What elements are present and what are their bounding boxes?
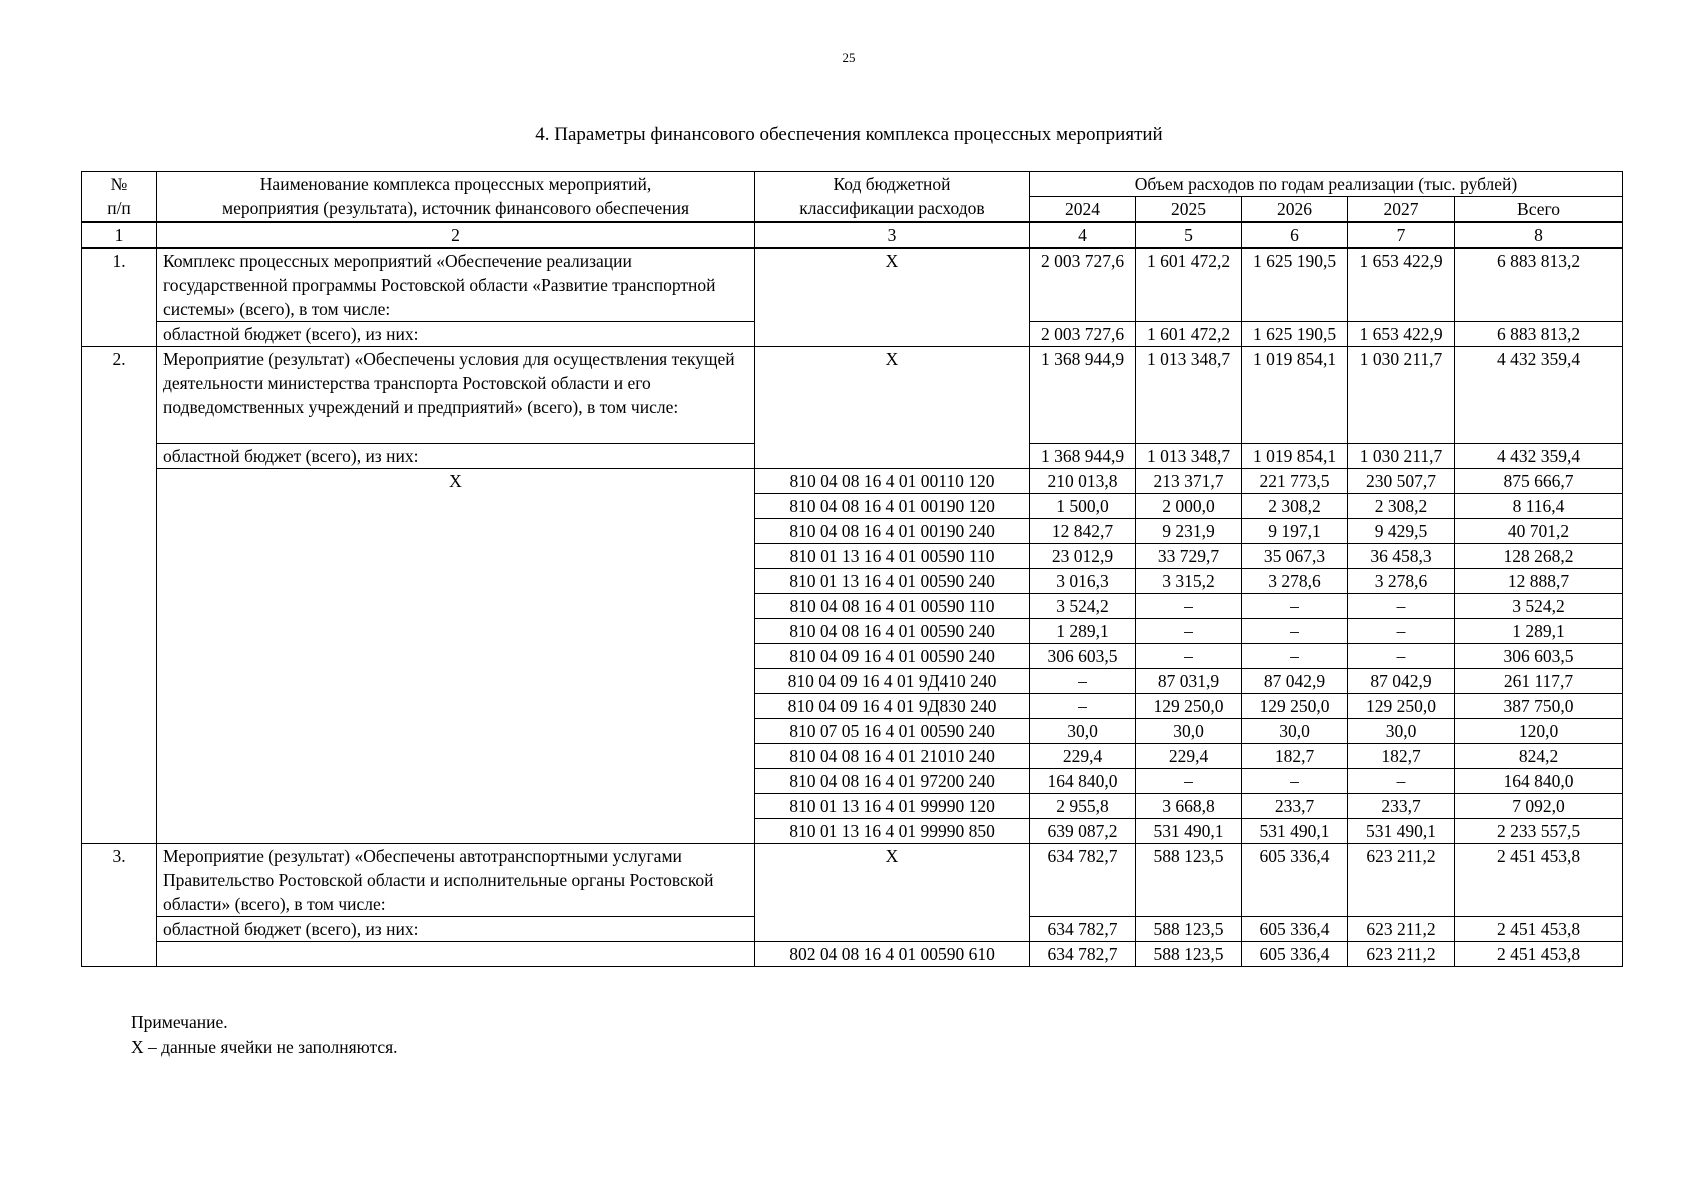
value-cell: 639 087,2 bbox=[1030, 819, 1136, 844]
value-cell: 2 955,8 bbox=[1030, 794, 1136, 819]
column-number: 1 bbox=[82, 222, 157, 248]
value-cell: – bbox=[1030, 694, 1136, 719]
notes-heading: Примечание. bbox=[131, 1012, 228, 1032]
value-cell: 1 368 944,9 bbox=[1030, 444, 1136, 469]
value-cell: 3 315,2 bbox=[1136, 569, 1242, 594]
value-cell: 1 368 944,9 bbox=[1030, 347, 1136, 444]
value-cell: – bbox=[1242, 594, 1348, 619]
total-cell: 306 603,5 bbox=[1455, 644, 1623, 669]
budget-code: 810 01 13 16 4 01 99990 850 bbox=[755, 819, 1030, 844]
value-cell: 129 250,0 bbox=[1242, 694, 1348, 719]
value-cell: 3 278,6 bbox=[1242, 569, 1348, 594]
value-cell: 2 308,2 bbox=[1242, 494, 1348, 519]
value-cell: 1 019 854,1 bbox=[1242, 444, 1348, 469]
section3-detail-name bbox=[157, 942, 755, 967]
value-cell: 33 729,7 bbox=[1136, 544, 1242, 569]
section1-no: 1. bbox=[82, 248, 157, 347]
value-cell: – bbox=[1136, 769, 1242, 794]
total-cell: 164 840,0 bbox=[1455, 769, 1623, 794]
section2-detail-name: Х bbox=[157, 469, 755, 844]
total-cell: 824,2 bbox=[1455, 744, 1623, 769]
total-cell: 1 289,1 bbox=[1455, 619, 1623, 644]
column-number: 8 bbox=[1455, 222, 1623, 248]
value-cell: 1 289,1 bbox=[1030, 619, 1136, 644]
value-cell: 1 030 211,7 bbox=[1348, 347, 1455, 444]
value-cell: 588 123,5 bbox=[1136, 844, 1242, 917]
budget-code: 810 04 08 16 4 01 00110 120 bbox=[755, 469, 1030, 494]
value-cell: 229,4 bbox=[1030, 744, 1136, 769]
value-cell: 1 653 422,9 bbox=[1348, 248, 1455, 322]
total-cell: 2 451 453,8 bbox=[1455, 917, 1623, 942]
value-cell: 1 500,0 bbox=[1030, 494, 1136, 519]
value-cell: 1 030 211,7 bbox=[1348, 444, 1455, 469]
value-cell: 12 842,7 bbox=[1030, 519, 1136, 544]
section3-name: Мероприятие (результат) «Обеспечены автотранспортными услугами Правительство Ростовской области и исполнительные органы Ростовской области» (всего), в том числе: bbox=[157, 844, 755, 917]
value-cell: 36 458,3 bbox=[1348, 544, 1455, 569]
total-cell: 40 701,2 bbox=[1455, 519, 1623, 544]
value-cell: 634 782,7 bbox=[1030, 917, 1136, 942]
total-cell: 6 883 813,2 bbox=[1455, 248, 1623, 322]
value-cell: 233,7 bbox=[1348, 794, 1455, 819]
value-cell: 605 336,4 bbox=[1242, 844, 1348, 917]
value-cell: 87 031,9 bbox=[1136, 669, 1242, 694]
value-cell: 1 013 348,7 bbox=[1136, 444, 1242, 469]
column-number: 3 bbox=[755, 222, 1030, 248]
value-cell: 230 507,7 bbox=[1348, 469, 1455, 494]
page-number: 25 bbox=[842, 50, 856, 65]
section2-row bbox=[82, 347, 1623, 444]
total-cell: 12 888,7 bbox=[1455, 569, 1623, 594]
detail-row bbox=[82, 469, 1623, 494]
total-cell: 7 092,0 bbox=[1455, 794, 1623, 819]
header-total: Всего bbox=[1455, 197, 1623, 223]
document-title: 4. Параметры финансового обеспечения комплекса процессных мероприятий bbox=[535, 124, 1163, 145]
value-cell: 87 042,9 bbox=[1348, 669, 1455, 694]
value-cell: 23 012,9 bbox=[1030, 544, 1136, 569]
value-cell: 182,7 bbox=[1348, 744, 1455, 769]
value-cell: 30,0 bbox=[1030, 719, 1136, 744]
header-year-2027: 2027 bbox=[1348, 197, 1455, 223]
value-cell: 1 601 472,2 bbox=[1136, 248, 1242, 322]
total-cell: 8 116,4 bbox=[1455, 494, 1623, 519]
section2-code: Х bbox=[755, 347, 1030, 469]
section3-code: Х bbox=[755, 844, 1030, 942]
header-code-line1: Код бюджетной bbox=[833, 174, 951, 194]
value-cell: 30,0 bbox=[1348, 719, 1455, 744]
value-cell: 531 490,1 bbox=[1136, 819, 1242, 844]
header-year-2025: 2025 bbox=[1136, 197, 1242, 223]
value-cell: – bbox=[1242, 644, 1348, 669]
column-number: 4 bbox=[1030, 222, 1136, 248]
value-cell: 129 250,0 bbox=[1348, 694, 1455, 719]
value-cell: 1 653 422,9 bbox=[1348, 322, 1455, 347]
section3-no: 3. bbox=[82, 844, 157, 967]
value-cell: 2 308,2 bbox=[1348, 494, 1455, 519]
column-number: 7 bbox=[1348, 222, 1455, 248]
section1-row bbox=[82, 248, 1623, 322]
budget-code: 802 04 08 16 4 01 00590 610 bbox=[755, 942, 1030, 967]
value-cell: 1 019 854,1 bbox=[1242, 347, 1348, 444]
budget-code: 810 04 08 16 4 01 97200 240 bbox=[755, 769, 1030, 794]
budget-code: 810 04 08 16 4 01 21010 240 bbox=[755, 744, 1030, 769]
total-cell: 6 883 813,2 bbox=[1455, 322, 1623, 347]
value-cell: – bbox=[1030, 669, 1136, 694]
header-code-line2: классификации расходов bbox=[799, 198, 985, 218]
value-cell: 221 773,5 bbox=[1242, 469, 1348, 494]
value-cell: 210 013,8 bbox=[1030, 469, 1136, 494]
header-year-2024: 2024 bbox=[1030, 197, 1136, 223]
value-cell: 605 336,4 bbox=[1242, 942, 1348, 967]
value-cell: – bbox=[1348, 619, 1455, 644]
section3-budget-label: областной бюджет (всего), из них: bbox=[157, 917, 755, 942]
value-cell: 2 003 727,6 bbox=[1030, 322, 1136, 347]
header-no-line1: № bbox=[110, 174, 128, 194]
value-cell: 9 231,9 bbox=[1136, 519, 1242, 544]
value-cell: – bbox=[1136, 644, 1242, 669]
section1-code: Х bbox=[755, 248, 1030, 347]
value-cell: – bbox=[1242, 619, 1348, 644]
value-cell: 213 371,7 bbox=[1136, 469, 1242, 494]
value-cell: 634 782,7 bbox=[1030, 844, 1136, 917]
value-cell: – bbox=[1242, 769, 1348, 794]
value-cell: – bbox=[1348, 769, 1455, 794]
total-cell: 128 268,2 bbox=[1455, 544, 1623, 569]
budget-code: 810 04 08 16 4 01 00590 240 bbox=[755, 619, 1030, 644]
value-cell: 3 668,8 bbox=[1136, 794, 1242, 819]
value-cell: 1 013 348,7 bbox=[1136, 347, 1242, 444]
budget-code: 810 07 05 16 4 01 00590 240 bbox=[755, 719, 1030, 744]
total-cell: 875 666,7 bbox=[1455, 469, 1623, 494]
total-cell: 120,0 bbox=[1455, 719, 1623, 744]
value-cell: 9 197,1 bbox=[1242, 519, 1348, 544]
section2-name: Мероприятие (результат) «Обеспечены условия для осуществления текущей деятельности министерства транспорта Ростовской области и его подведомственных учреждений и предприятий» (всего), в том числе: bbox=[157, 347, 755, 444]
total-cell: 3 524,2 bbox=[1455, 594, 1623, 619]
header-name bbox=[157, 172, 755, 223]
notes-line: Х – данные ячейки не заполняются. bbox=[131, 1037, 398, 1057]
budget-code: 810 04 09 16 4 01 9Д830 240 bbox=[755, 694, 1030, 719]
section1-budget-label: областной бюджет (всего), из них: bbox=[157, 322, 755, 347]
budget-code: 810 04 08 16 4 01 00590 110 bbox=[755, 594, 1030, 619]
value-cell: 588 123,5 bbox=[1136, 942, 1242, 967]
header-name-line2: мероприятия (результата), источник финансового обеспечения bbox=[222, 198, 689, 218]
total-cell: 2 451 453,8 bbox=[1455, 942, 1623, 967]
header-no bbox=[82, 172, 157, 223]
column-number: 5 bbox=[1136, 222, 1242, 248]
value-cell: 531 490,1 bbox=[1348, 819, 1455, 844]
value-cell: 129 250,0 bbox=[1136, 694, 1242, 719]
budget-code: 810 04 09 16 4 01 9Д410 240 bbox=[755, 669, 1030, 694]
value-cell: 87 042,9 bbox=[1242, 669, 1348, 694]
value-cell: 3 016,3 bbox=[1030, 569, 1136, 594]
value-cell: 2 003 727,6 bbox=[1030, 248, 1136, 322]
value-cell: 229,4 bbox=[1136, 744, 1242, 769]
header-volume: Объем расходов по годам реализации (тыс. рублей) bbox=[1030, 172, 1623, 197]
value-cell: 1 601 472,2 bbox=[1136, 322, 1242, 347]
section2-budget-label: областной бюджет (всего), из них: bbox=[157, 444, 755, 469]
value-cell: 306 603,5 bbox=[1030, 644, 1136, 669]
total-cell: 2 451 453,8 bbox=[1455, 844, 1623, 917]
total-cell: 4 432 359,4 bbox=[1455, 347, 1623, 444]
header-name-line1: Наименование комплекса процессных мероприятий, bbox=[259, 174, 652, 194]
value-cell: – bbox=[1348, 594, 1455, 619]
value-cell: 3 278,6 bbox=[1348, 569, 1455, 594]
budget-code: 810 01 13 16 4 01 00590 240 bbox=[755, 569, 1030, 594]
column-number: 2 bbox=[157, 222, 755, 248]
value-cell: 30,0 bbox=[1242, 719, 1348, 744]
value-cell: 588 123,5 bbox=[1136, 917, 1242, 942]
value-cell: 1 625 190,5 bbox=[1242, 248, 1348, 322]
value-cell: – bbox=[1136, 594, 1242, 619]
budget-code: 810 04 08 16 4 01 00190 240 bbox=[755, 519, 1030, 544]
section2-no: 2. bbox=[82, 347, 157, 844]
value-cell: 1 625 190,5 bbox=[1242, 322, 1348, 347]
value-cell: 30,0 bbox=[1136, 719, 1242, 744]
value-cell: 531 490,1 bbox=[1242, 819, 1348, 844]
section1-name: Комплекс процессных мероприятий «Обеспечение реализации государственной программы Ростовской области «Развитие транспортной системы» (всего), в том числе: bbox=[157, 248, 755, 322]
financing-table bbox=[81, 171, 1623, 967]
value-cell: 3 524,2 bbox=[1030, 594, 1136, 619]
value-cell: 9 429,5 bbox=[1348, 519, 1455, 544]
value-cell: 605 336,4 bbox=[1242, 917, 1348, 942]
header-year-2026: 2026 bbox=[1242, 197, 1348, 223]
total-cell: 387 750,0 bbox=[1455, 694, 1623, 719]
total-cell: 2 233 557,5 bbox=[1455, 819, 1623, 844]
value-cell: 233,7 bbox=[1242, 794, 1348, 819]
value-cell: 634 782,7 bbox=[1030, 942, 1136, 967]
budget-code: 810 01 13 16 4 01 00590 110 bbox=[755, 544, 1030, 569]
value-cell: 623 211,2 bbox=[1348, 917, 1455, 942]
header-code bbox=[755, 172, 1030, 223]
value-cell: 182,7 bbox=[1242, 744, 1348, 769]
value-cell: – bbox=[1136, 619, 1242, 644]
value-cell: 2 000,0 bbox=[1136, 494, 1242, 519]
header-no-line2: п/п bbox=[107, 198, 131, 218]
value-cell: 623 211,2 bbox=[1348, 942, 1455, 967]
header-row-1 bbox=[82, 172, 1623, 197]
value-cell: 164 840,0 bbox=[1030, 769, 1136, 794]
budget-code: 810 04 09 16 4 01 00590 240 bbox=[755, 644, 1030, 669]
section3-row bbox=[82, 844, 1623, 917]
budget-code: 810 04 08 16 4 01 00190 120 bbox=[755, 494, 1030, 519]
total-cell: 261 117,7 bbox=[1455, 669, 1623, 694]
budget-code: 810 01 13 16 4 01 99990 120 bbox=[755, 794, 1030, 819]
total-cell: 4 432 359,4 bbox=[1455, 444, 1623, 469]
column-number-row bbox=[82, 222, 1623, 248]
detail-row bbox=[82, 942, 1623, 967]
value-cell: 623 211,2 bbox=[1348, 844, 1455, 917]
notes bbox=[131, 1010, 398, 1060]
value-cell: – bbox=[1348, 644, 1455, 669]
value-cell: 35 067,3 bbox=[1242, 544, 1348, 569]
column-number: 6 bbox=[1242, 222, 1348, 248]
